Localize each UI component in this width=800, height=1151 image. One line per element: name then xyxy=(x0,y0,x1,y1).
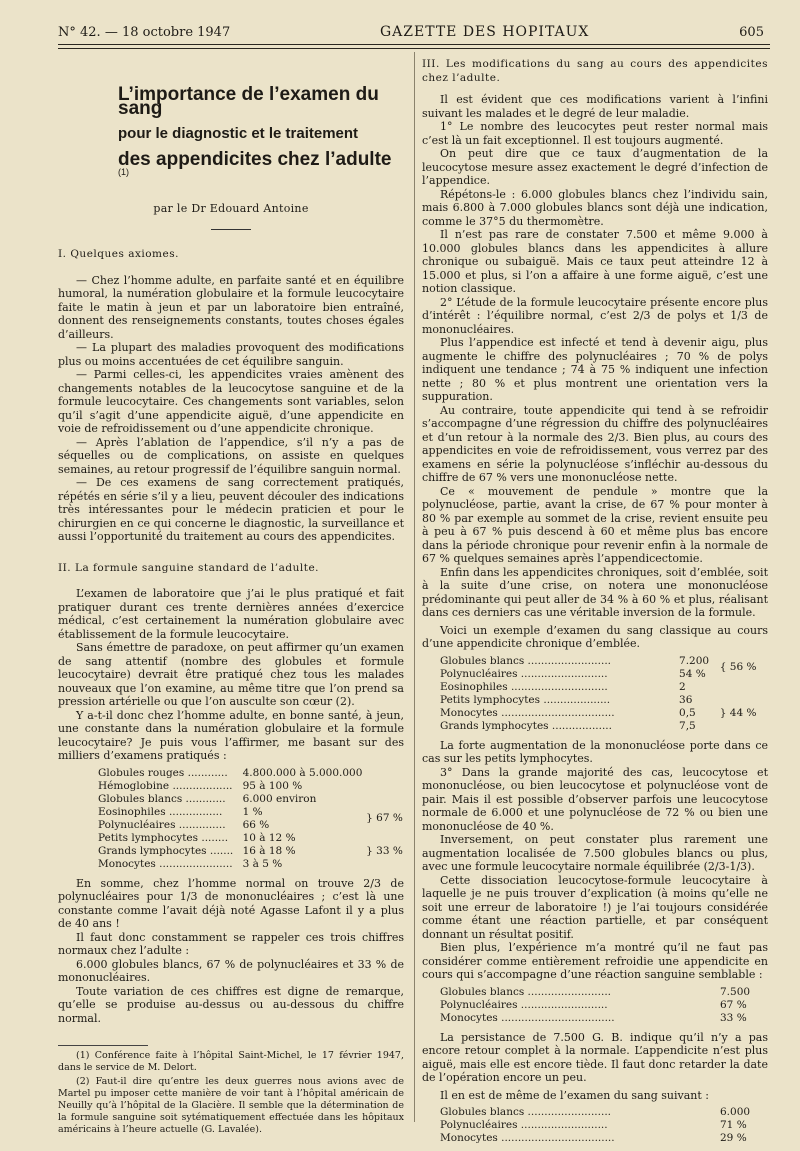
row-label: Eosinophiles ............................. xyxy=(440,680,608,693)
row-value: 33 % xyxy=(720,1011,747,1024)
paragraph: Ce « mouvement de pendule » montre que la polynucléose, partie, avant la crise, de 67 % pour monter à 80 % par exemple au sommet de la crise, revient ensuite peu à peu à 67 % puis descend à 60 et même plus bas encore dans la période chronique pour revenir enfin à la normale de 67 % quelques semaines après l’appendicectomie. xyxy=(422,484,768,565)
footnote-2: (2) Faut-il dire qu’entre les deux guerres nous avions avec de Martel pu imposer cette manière de voir tant à l’hôpital américain de Neuilly qu’à l’hôpital de la Glacière. Il semble que la détermination de la formule sanguine soit sytématiquement effectuée dans les hôpitaux américains à l’heure actuelle (G. Lavalée). xyxy=(58,1076,404,1136)
row-value: 7,5 xyxy=(679,719,696,732)
brace-total-value: 56 % xyxy=(729,661,757,673)
page-number: 605 xyxy=(739,25,764,40)
table-row xyxy=(422,999,768,1012)
paragraph: La persistance de 7.500 G. B. indique qu’il n’y a pas encore retour complet à la normale. L’appendicite n’est plus aiguë, mais elle est encore tiède. Il faut donc retarder la date de l’opération encore un peu. xyxy=(422,1030,768,1084)
row-label: Polynucléaires .......................... xyxy=(440,1119,608,1131)
row-label: Globules blancs ......................... xyxy=(440,1106,611,1118)
row-value: 29 % xyxy=(720,1132,747,1144)
row-label: Monocytes .................................. xyxy=(440,706,615,719)
paragraph: Plus l’appendice est infecté et tend à devenir aigu, plus augmente le chiffre des polynucléaires ; 70 % de polys indiquent une tendance ; 74 à 75 % indiquent une infection nette ; 80 % et plus montrent une orientation vers la suppuration. xyxy=(422,336,768,403)
row-label: Monocytes .................................. xyxy=(440,1132,615,1144)
footnote-rule xyxy=(58,1045,148,1046)
table-row xyxy=(422,668,768,681)
table-row xyxy=(422,1106,768,1119)
row-value: 95 à 100 % xyxy=(242,779,303,792)
paragraph: Au contraire, toute appendicite qui tend à se refroidir s’accompagne d’une régression du chiffre des polynucléaires et d’un retour à la normale des 2/3. Bien plus, au cours des appendicites en voie de refroidissement, vous verrez par des examens en série la polynucléose s’infléchir au-dessous du chiffre de 67 % vers une mononucléose nette. xyxy=(422,403,768,484)
row-value: 3 à 5 % xyxy=(242,857,283,870)
table-row xyxy=(422,694,768,707)
table-row xyxy=(58,832,404,845)
paragraph: — De ces examens de sang correctement pratiqués, répétés en série s’il y a lieu, peuvent découler des indications très intéressantes pour le médecin praticien et pour le chirurgien en ce qui concerne le diagnostic, la surveillance et aussi l’opportunité du traitement au cours des appendicites. xyxy=(58,476,404,544)
table-row xyxy=(422,707,768,720)
paragraph: Inversement, on peut constater plus rarement une augmentation localisée de 7.500 globules blancs ou plus, avec une formule leucocytaire normale équilibrée (2/3-1/3). xyxy=(422,833,768,873)
table-row xyxy=(58,767,404,780)
row-label: Petits lymphocytes .................... xyxy=(440,693,611,706)
row-value: 1 % xyxy=(242,805,263,818)
row-label: Grands lymphocytes ....... xyxy=(98,844,234,857)
paragraph: Il est évident que ces modifications varient à l’infini suivant les malades et le degré de leur maladie. xyxy=(422,93,768,120)
row-value: 16 à 18 % xyxy=(242,844,296,857)
paragraph: Il en est de même de l’examen du sang suivant : xyxy=(440,1088,709,1102)
table-row xyxy=(422,986,768,999)
row-value: 6.000 xyxy=(720,1106,751,1118)
column-divider xyxy=(414,52,415,1122)
byline: par le Dr Edouard Antoine xyxy=(153,201,309,215)
paragraph: Cette dissociation leucocytose-formule leucocytaire à laquelle je ne puis trouver d’explication (à moins qu’elle ne soit une erreur de laboratoire !) je l’ai toujours considérée comme étant une réaction partielle, et par conséquent donnant un résultat positif. xyxy=(422,873,768,941)
brace-total-value: 44 % xyxy=(729,706,757,719)
row-value: 0,5 xyxy=(679,706,696,719)
brace-total: } 33 % xyxy=(366,844,403,857)
paragraph: L’examen de laboratoire que j’ai le plus pratiqué et fait pratiquer durant ces trente dernières années d’exercice médical, c’est certainement la numération globulaire avec établissement de la formule leucocytaire. xyxy=(58,587,404,641)
brace-total: } 67 % xyxy=(366,812,403,825)
paragraph: — La plupart des maladies provoquent des modifications plus ou moins accentuées de cet équilibre sanguin. xyxy=(58,341,404,368)
paragraph: — Parmi celles-ci, les appendicites vraies amènent des changements notables de la leucocytose sanguine et de la formule leucocytaire. Ces changements sont variables, selon qu’il s’agit d’une appendicite aiguë, d’une appendicite en voie de refroidissement ou d’une appendicite chronique. xyxy=(58,368,404,436)
paragraph: — Chez l’homme adulte, en parfaite santé et en équilibre humoral, la numération globulaire et la formule leucocytaire faite le matin à jeun et par un laboratoire bien entraîné, donnent des renseignements constants, toutes choses égales d’ailleurs. xyxy=(58,273,404,341)
paragraph: 6.000 globules blancs, 67 % de polynucléaires et 33 % de mononucléaires. xyxy=(58,957,404,985)
tepid-example-table xyxy=(422,986,768,1025)
row-value: 66 % xyxy=(242,818,270,831)
table-row xyxy=(58,845,404,858)
brace-total-value: 33 % xyxy=(376,844,403,857)
row-label: Polynucléaires .......................... xyxy=(440,667,608,680)
table-row xyxy=(58,819,404,832)
table-row xyxy=(422,655,768,668)
section-heading-3: III. Les modifications du sang au cours des appendicites chez l’adulte. xyxy=(422,58,768,84)
table-row xyxy=(422,681,768,694)
article-title-line2: pour le diagnostic et le traitement xyxy=(118,125,359,142)
table-row xyxy=(58,780,404,793)
article-title-line3 xyxy=(118,148,404,184)
row-label: Monocytes ...................... xyxy=(98,857,233,870)
brace-total: } 44 % xyxy=(719,706,757,719)
paragraph: Il n’est pas rare de constater 7.500 et même 9.000 à 10.000 globules blancs dans les appendicites à allure chronique ou subaiguë. Mais ce taux peut atteindre 12 à 15.000 et plus, si l’on a affaire à une forme aiguë, c’est une notion classique. xyxy=(422,228,768,295)
row-value: 6.000 environ xyxy=(242,792,317,805)
row-label: Globules blancs ......................... xyxy=(440,654,611,667)
issue-date: N° 42. — 18 octobre 1947 xyxy=(58,25,231,40)
paragraph: Enfin dans les appendicites chroniques, soit d’emblée, soit à la suite d’une crise, on notera une mononucléose prédominante qui peut aller de 34 % à 60 % et plus, réalisant dans ces derniers cas une véritable inversion de la formule. xyxy=(422,565,768,619)
header-rule xyxy=(58,44,770,45)
row-label: Globules rouges ............ xyxy=(98,766,228,779)
paragraph: En somme, chez l’homme normal on trouve 2/3 de polynucléaires pour 1/3 de mononucléaires ; c’est là une constante comme l’avait déjà noté Agasse Lafont il y a plus de 40 ans ! xyxy=(58,876,404,931)
row-label: Globules blancs ......................... xyxy=(440,985,611,998)
paragraph: — Après l’ablation de l’appendice, s’il n’y a pas de séquelles ou de complications, on assiste en quelques semaines, au retour progressif de l’équilibre sanguin normal. xyxy=(58,435,404,476)
paragraph: Toute variation de ces chiffres est digne de remarque, qu’elle se produise au-dessus ou au-dessous du chiffre normal. xyxy=(58,984,404,1025)
paragraph: Bien plus, l’expérience m’a montré qu’il ne faut pas considérer comme entièrement refroidie une appendicite en cours qui s’accompagne d’une réaction sanguine semblable : xyxy=(422,941,768,981)
article-title-line1: L’importance de l’examen du sang xyxy=(118,84,379,119)
right-column xyxy=(422,52,768,1151)
normal-formula-table xyxy=(58,767,404,871)
paragraph: La forte augmentation de la mononucléose porte dans ce cas sur les petits lymphocytes. xyxy=(422,738,768,765)
row-label: Polynucléaires .............. xyxy=(98,818,226,831)
final-example-table xyxy=(422,1106,768,1145)
brace-total: { 56 % xyxy=(719,661,757,673)
row-label: Monocytes .................................. xyxy=(440,1011,615,1024)
paragraph: Sans émettre de paradoxe, on peut affirmer qu’un examen de sang attentif (nombre des globules et formule leucocytaire) devrait être pratiqué chez tous les malades nouveaux que l’on examine, au même titre que l’on prend sa pression artérielle ou que l’on ausculte son cœur (2). xyxy=(58,641,404,709)
row-value: 10 à 12 % xyxy=(242,831,296,844)
row-label: Petits lymphocytes ........ xyxy=(98,831,229,844)
table-row xyxy=(58,793,404,806)
table-row xyxy=(58,858,404,871)
section-heading-1: I. Quelques axiomes. xyxy=(58,248,179,261)
header-rule-thin xyxy=(58,48,770,49)
paragraph: Il faut donc constamment se rappeler ces trois chiffres normaux chez l’adulte : xyxy=(58,930,404,958)
table-row xyxy=(422,1012,768,1025)
row-value: 7.200 xyxy=(679,654,710,667)
row-value: 71 % xyxy=(720,1119,747,1131)
journal-title: GAZETTE DES HOPITAUX xyxy=(379,24,590,40)
row-label: Hémoglobine .................. xyxy=(98,779,233,792)
chronic-example-table xyxy=(422,655,768,733)
page-header xyxy=(58,18,764,40)
row-value: 2 xyxy=(679,680,686,693)
row-label: Eosinophiles ................ xyxy=(98,805,223,818)
paragraph: 2° L’étude de la formule leucocytaire présente encore plus d’intérêt : l’équilibre normal, c’est 2/3 de polys et 1/3 de mononucléaires. xyxy=(422,295,768,336)
table-row xyxy=(422,720,768,733)
left-column xyxy=(58,52,404,1136)
brace-total-value: 67 % xyxy=(376,812,403,825)
table-row xyxy=(58,806,404,819)
paragraph: 3° Dans la grande majorité des cas, leucocytose et mononucléose, ou bien leucocytose et polynucléose vont de pair. Mais il est possible d’observer parfois une leucocytose normale de 6.000 et une polynucléose de 72 % ou bien une mononucléose de 40 %. xyxy=(422,765,768,833)
paragraph: On peut dire que ce taux d’augmentation de la leucocytose mesure assez exactement le degré d’infection de l’appendice. xyxy=(422,147,768,187)
title-rule xyxy=(211,229,251,230)
paragraph: Y a-t-il donc chez l’homme adulte, en bonne santé, à jeun, une constante dans la numération globulaire et la formule leucocytaire? Je puis vous l’affirmer, me basant sur des milliers d’examens pratiqués : xyxy=(58,708,404,763)
row-value: 54 % xyxy=(679,667,706,680)
row-value: 7.500 xyxy=(720,985,751,998)
title-footnote-ref: (1) xyxy=(118,167,129,177)
row-label: Polynucléaires .......................... xyxy=(440,998,608,1011)
table-row xyxy=(422,1119,768,1132)
row-label: Globules blancs ............ xyxy=(98,792,226,805)
paragraph: Voici un exemple d’examen du sang classique au cours d’une appendicite chronique d’emblée. xyxy=(422,623,768,650)
row-value: 36 xyxy=(679,693,693,706)
paragraph: Répétons-le : 6.000 globules blancs chez l’individu sain, mais 6.800 à 7.000 globules blancs sont déjà une indication, comme le 37°5 du thermomètre. xyxy=(422,187,768,228)
footnote-1: (1) Conférence faite à l’hôpital Saint-Michel, le 17 février 1947, dans le service de M. Delort. xyxy=(58,1050,404,1074)
paragraph: 1° Le nombre des leucocytes peut rester normal mais c’est là un fait exceptionnel. Il est toujours augmenté. xyxy=(422,120,768,147)
row-label: Grands lymphocytes .................. xyxy=(440,719,612,732)
article-title-line3-text: des appendicites chez l’adulte xyxy=(118,148,392,170)
row-value: 67 % xyxy=(720,998,747,1011)
row-value: 4.800.000 à 5.000.000 xyxy=(242,766,363,779)
section-heading-2: II. La formule sanguine standard de l’adulte. xyxy=(58,561,319,574)
